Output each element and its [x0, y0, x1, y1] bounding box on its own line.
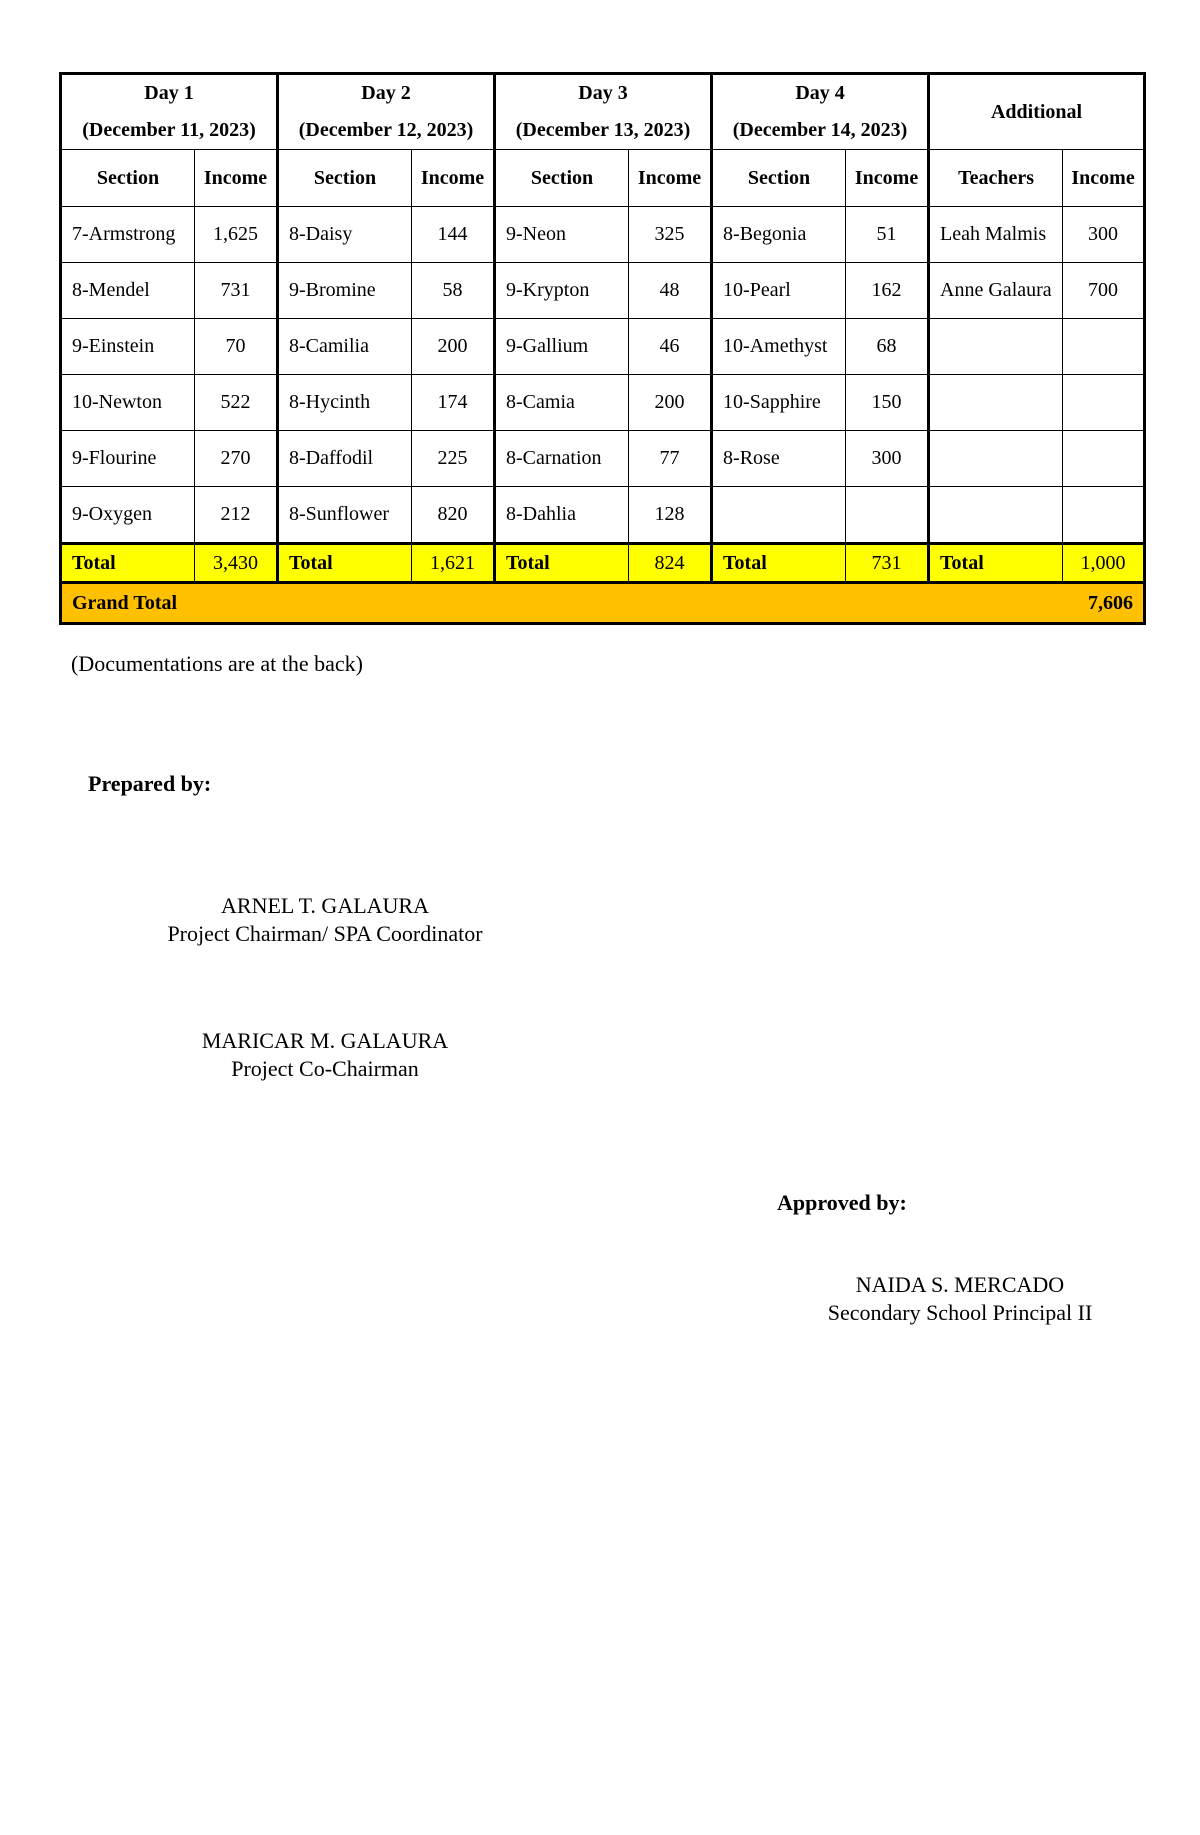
- column-header: Income: [1063, 150, 1145, 207]
- column-header: Income: [195, 150, 278, 207]
- day3-title: Day 3: [578, 82, 628, 104]
- day-header-row: [61, 74, 1145, 150]
- income-cell: 270: [195, 431, 278, 487]
- section-cell: 8-Daffodil: [278, 431, 412, 487]
- total-row: [61, 544, 1145, 583]
- income-cell: 300: [1063, 207, 1145, 263]
- section-cell: 9-Bromine: [278, 263, 412, 319]
- income-cell: 700: [1063, 263, 1145, 319]
- column-header: Teachers: [929, 150, 1063, 207]
- section-cell: 9-Einstein: [61, 319, 195, 375]
- table-row: [61, 375, 1145, 431]
- income-cell: 325: [629, 207, 712, 263]
- day2-total-value: 1,621: [412, 544, 495, 583]
- section-cell: 8-Rose: [712, 431, 846, 487]
- total-label: Total: [495, 544, 629, 583]
- income-cell: 522: [195, 375, 278, 431]
- section-cell: 9-Oxygen: [61, 487, 195, 544]
- table-row: [61, 319, 1145, 375]
- table-row: [61, 263, 1145, 319]
- income-cell: [1063, 375, 1145, 431]
- income-cell: 200: [412, 319, 495, 375]
- income-cell: 225: [412, 431, 495, 487]
- income-cell: 200: [629, 375, 712, 431]
- approved-by-label: Approved by:: [777, 1190, 907, 1215]
- income-cell: 68: [846, 319, 929, 375]
- column-header: Section: [61, 150, 195, 207]
- column-header: Section: [712, 150, 846, 207]
- day4-date: (December 14, 2023): [732, 119, 908, 141]
- signatory-name: ARNEL T. GALAURA: [221, 893, 429, 918]
- section-cell: [712, 487, 846, 544]
- documentation-note: (Documentations are at the back): [71, 651, 363, 676]
- income-cell: 150: [846, 375, 929, 431]
- signatory-title: Secondary School Principal II: [827, 1300, 1093, 1325]
- day1-header: [61, 74, 278, 150]
- day2-header: [278, 74, 495, 150]
- day1-title: Day 1: [144, 82, 194, 104]
- income-cell: 1,625: [195, 207, 278, 263]
- section-cell: 9-Krypton: [495, 263, 629, 319]
- signatory-co-chairman: [125, 1027, 525, 1083]
- teacher-cell: [929, 431, 1063, 487]
- income-cell: [1063, 319, 1145, 375]
- signatory-name: MARICAR M. GALAURA: [201, 1028, 449, 1053]
- income-cell: 51: [846, 207, 929, 263]
- income-cell: 731: [195, 263, 278, 319]
- income-cell: 820: [412, 487, 495, 544]
- teacher-cell: Anne Galaura: [929, 263, 1063, 319]
- day4-total-value: 731: [846, 544, 929, 583]
- column-header: Section: [278, 150, 412, 207]
- income-cell: 58: [412, 263, 495, 319]
- section-cell: 10-Pearl: [712, 263, 846, 319]
- income-cell: 162: [846, 263, 929, 319]
- section-cell: 7-Armstrong: [61, 207, 195, 263]
- signatory-title: Project Co-Chairman: [231, 1056, 419, 1081]
- day4-header: [712, 74, 929, 150]
- section-cell: 8-Sunflower: [278, 487, 412, 544]
- signatory-title: Project Chairman/ SPA Coordinator: [167, 921, 483, 946]
- total-label: Total: [61, 544, 195, 583]
- section-cell: 8-Dahlia: [495, 487, 629, 544]
- additional-header: [929, 74, 1145, 150]
- day1-date: (December 11, 2023): [82, 119, 256, 141]
- section-cell: 10-Amethyst: [712, 319, 846, 375]
- day3-date: (December 13, 2023): [515, 119, 691, 141]
- income-cell: 300: [846, 431, 929, 487]
- grand-total-value: 7,606: [1088, 591, 1134, 614]
- signatory-name: NAIDA S. MERCADO: [855, 1272, 1065, 1297]
- income-cell: 128: [629, 487, 712, 544]
- income-cell: [846, 487, 929, 544]
- income-cell: 46: [629, 319, 712, 375]
- income-cell: [1063, 431, 1145, 487]
- signatory-chairman: [125, 892, 525, 948]
- additional-title: Additional: [990, 100, 1083, 123]
- section-cell: 10-Sapphire: [712, 375, 846, 431]
- section-cell: 8-Carnation: [495, 431, 629, 487]
- day2-title: Day 2: [361, 82, 411, 104]
- day4-title: Day 4: [795, 82, 845, 104]
- section-cell: 9-Gallium: [495, 319, 629, 375]
- column-header: Income: [846, 150, 929, 207]
- column-header: Income: [412, 150, 495, 207]
- grand-total-row: [61, 583, 1145, 624]
- day3-header: [495, 74, 712, 150]
- signatory-principal: [760, 1271, 1160, 1327]
- income-cell: 77: [629, 431, 712, 487]
- income-summary-table: [59, 72, 1146, 625]
- section-cell: 8-Camia: [495, 375, 629, 431]
- section-cell: 9-Flourine: [61, 431, 195, 487]
- section-cell: 8-Mendel: [61, 263, 195, 319]
- section-cell: 9-Neon: [495, 207, 629, 263]
- grand-total-label: Grand Total: [72, 591, 178, 614]
- total-label: Total: [278, 544, 412, 583]
- section-cell: 8-Begonia: [712, 207, 846, 263]
- column-header-row: [61, 150, 1145, 207]
- teacher-cell: [929, 375, 1063, 431]
- total-label: Total: [712, 544, 846, 583]
- grand-total-cell: [61, 583, 1145, 624]
- section-cell: 8-Hycinth: [278, 375, 412, 431]
- teacher-cell: [929, 487, 1063, 544]
- income-cell: 70: [195, 319, 278, 375]
- prepared-by-label: Prepared by:: [88, 771, 212, 796]
- additional-total-value: 1,000: [1063, 544, 1145, 583]
- column-header: Income: [629, 150, 712, 207]
- income-cell: 48: [629, 263, 712, 319]
- total-label: Total: [929, 544, 1063, 583]
- column-header: Section: [495, 150, 629, 207]
- income-cell: 174: [412, 375, 495, 431]
- income-cell: 212: [195, 487, 278, 544]
- day1-total-value: 3,430: [195, 544, 278, 583]
- day3-total-value: 824: [629, 544, 712, 583]
- section-cell: 8-Camilia: [278, 319, 412, 375]
- table-row: [61, 487, 1145, 544]
- day2-date: (December 12, 2023): [298, 119, 474, 141]
- table-row: [61, 207, 1145, 263]
- income-cell: [1063, 487, 1145, 544]
- table-row: [61, 431, 1145, 487]
- section-cell: 10-Newton: [61, 375, 195, 431]
- income-cell: 144: [412, 207, 495, 263]
- teacher-cell: Leah Malmis: [929, 207, 1063, 263]
- section-cell: 8-Daisy: [278, 207, 412, 263]
- teacher-cell: [929, 319, 1063, 375]
